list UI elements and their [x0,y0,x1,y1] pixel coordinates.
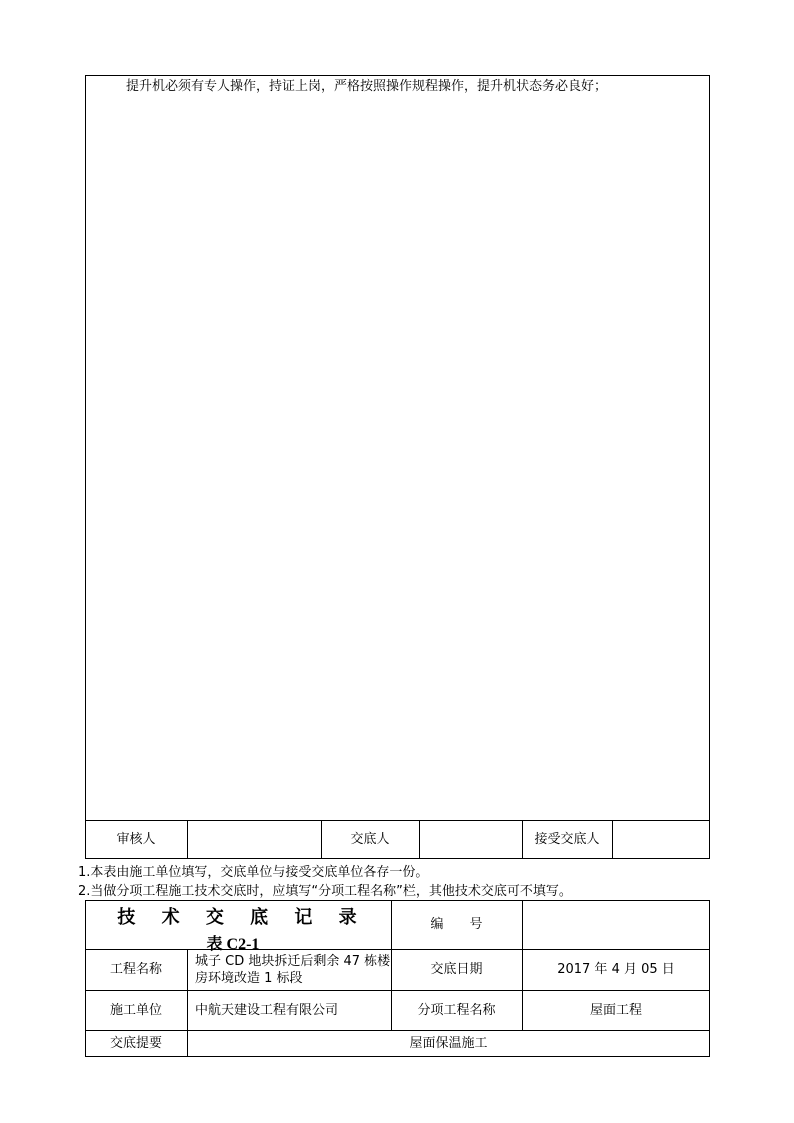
contractor-value: 中航天建设工程有限公司 [195,1002,339,1018]
receiver-field[interactable] [612,820,710,859]
note-1: 1.本表由施工单位填写，交底单位与接受交底单位各存一份。 [78,865,429,880]
contractor-label: 施工单位 [109,1002,162,1018]
date-value: 2017 年 4 月 05 日 [557,962,675,977]
project-name-value: 城子 CD 地块拆迁后剩余 47 栋楼房环境改造 1 标段 [195,953,391,986]
summary-label: 交底提要 [109,1036,162,1051]
summary-value: 屋面保温施工 [409,1036,488,1051]
number-field[interactable] [522,900,710,949]
form-title-block [85,900,391,953]
date-label: 交底日期 [430,962,483,977]
number-label: 编 号 [430,917,483,932]
note-2: 2.当做分项工程施工技术交底时，应填写“分项工程名称”栏，其他技术交底可不填写。 [78,884,572,899]
reviewer-field[interactable] [187,820,321,859]
form-title: 技 术 交 底 记 录 [117,907,367,928]
discloser-field[interactable] [419,820,522,859]
reviewer-label: 审核人 [116,832,156,847]
receiver-label: 接受交底人 [534,832,600,847]
form-code: 表 C2-1 [206,936,260,953]
discloser-label: 交底人 [350,832,390,847]
content-text: 提升机必须有专人操作，持证上岗，严格按照操作规程操作，提升机状态务必良好； [126,79,608,94]
subitem-label: 分项工程名称 [417,1002,496,1018]
continuation-table [85,75,710,859]
project-name-label: 工程名称 [109,962,162,977]
subitem-value: 屋面工程 [589,1002,642,1018]
